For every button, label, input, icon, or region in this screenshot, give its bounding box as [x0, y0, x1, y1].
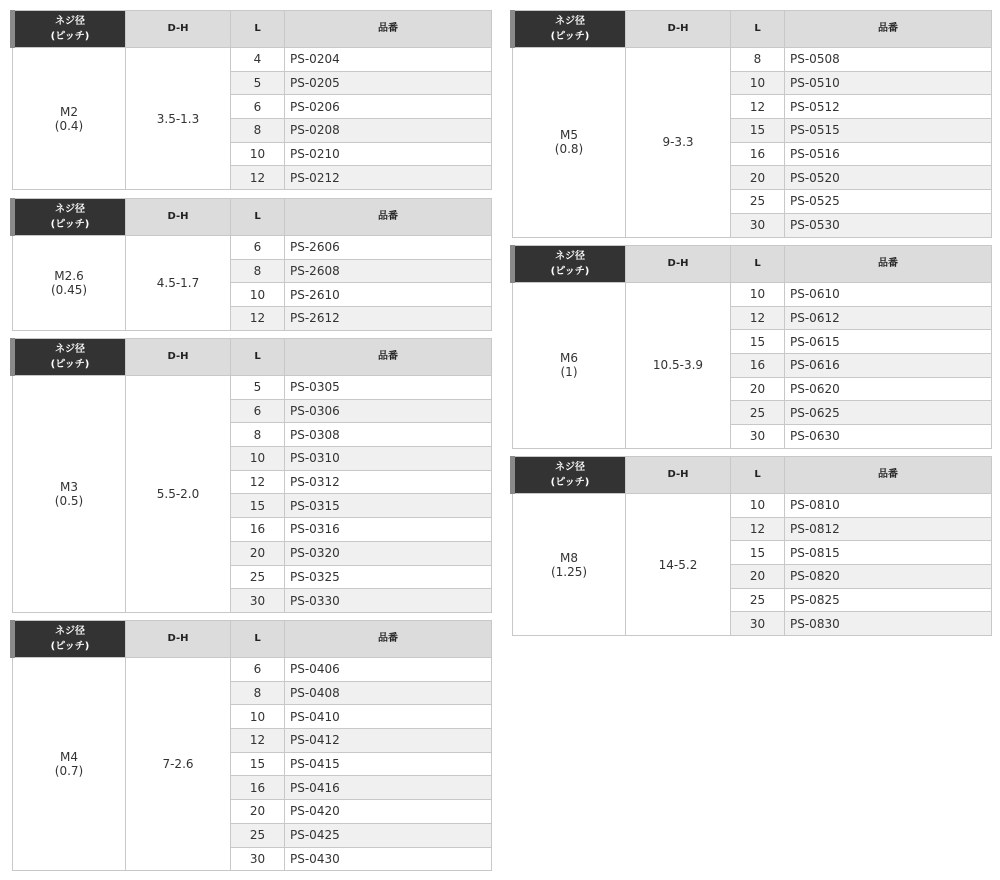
table-header-row	[13, 199, 492, 236]
header-thread-size-label: ネジ径	[55, 344, 85, 355]
length-value: 8	[231, 259, 285, 283]
length-value: 5	[231, 71, 285, 95]
part-number: PS-0425	[285, 823, 492, 847]
part-number: PS-0320	[285, 541, 492, 565]
length-value: 25	[731, 588, 785, 612]
header-dh: D-H	[626, 11, 731, 48]
part-number: PS-0208	[285, 119, 492, 143]
part-number: PS-0520	[785, 166, 992, 190]
spec-table-m3	[10, 338, 492, 613]
table-header-row	[13, 11, 492, 48]
length-value: 10	[231, 142, 285, 166]
length-value: 16	[231, 776, 285, 800]
thread-pitch: (0.8)	[554, 142, 584, 157]
table-row	[13, 376, 492, 400]
part-number: PS-0830	[785, 612, 992, 636]
length-value: 30	[731, 612, 785, 636]
part-number: PS-0306	[285, 399, 492, 423]
header-thread-size	[513, 246, 626, 283]
length-value: 6	[231, 399, 285, 423]
part-number: PS-0316	[285, 518, 492, 542]
part-number: PS-0205	[285, 71, 492, 95]
length-value: 8	[731, 48, 785, 72]
length-value: 25	[231, 565, 285, 589]
length-value: 8	[231, 423, 285, 447]
part-number: PS-0516	[785, 142, 992, 166]
length-value: 30	[731, 425, 785, 449]
part-number: PS-2610	[285, 283, 492, 307]
length-value: 30	[231, 847, 285, 871]
length-value: 12	[231, 470, 285, 494]
length-value: 15	[231, 752, 285, 776]
length-value: 8	[231, 119, 285, 143]
spec-table-m5	[510, 10, 992, 238]
length-value: 12	[731, 95, 785, 119]
thread-size: M3	[60, 479, 78, 494]
thread-size-cell	[13, 48, 126, 190]
part-number: PS-0820	[785, 565, 992, 589]
header-dh: D-H	[126, 11, 231, 48]
thread-size: M8	[560, 550, 578, 565]
thread-size: M5	[560, 128, 578, 143]
length-value: 12	[231, 166, 285, 190]
part-number: PS-0315	[285, 494, 492, 518]
header-part-number: 品番	[285, 199, 492, 236]
length-value: 16	[231, 518, 285, 542]
header-pitch-label: (ピッチ)	[550, 477, 590, 488]
part-number: PS-0510	[785, 71, 992, 95]
header-thread-size	[13, 199, 126, 236]
length-value: 10	[731, 283, 785, 307]
thread-pitch: (1)	[560, 365, 578, 380]
thread-size: M2	[60, 104, 78, 119]
header-length: L	[731, 246, 785, 283]
header-pitch-label: (ピッチ)	[550, 266, 590, 277]
length-value: 12	[731, 517, 785, 541]
header-dh: D-H	[126, 199, 231, 236]
part-number: PS-0420	[285, 800, 492, 824]
thread-size-cell	[513, 283, 626, 449]
part-number: PS-0410	[285, 705, 492, 729]
part-number: PS-0515	[785, 119, 992, 143]
part-number: PS-0625	[785, 401, 992, 425]
length-value: 5	[231, 376, 285, 400]
table-row	[513, 48, 992, 72]
header-length: L	[731, 457, 785, 494]
length-value: 20	[231, 800, 285, 824]
header-dh: D-H	[626, 246, 731, 283]
length-value: 4	[231, 48, 285, 72]
header-thread-size-label: ネジ径	[55, 204, 85, 215]
part-number: PS-0812	[785, 517, 992, 541]
part-number: PS-0615	[785, 330, 992, 354]
length-value: 30	[231, 589, 285, 613]
part-number: PS-0206	[285, 95, 492, 119]
dh-value: 14-5.2	[626, 494, 731, 636]
thread-pitch: (0.7)	[54, 764, 84, 779]
part-number: PS-0610	[785, 283, 992, 307]
part-number: PS-0310	[285, 447, 492, 471]
thread-size: M2.6	[54, 268, 84, 283]
header-thread-size	[13, 339, 126, 376]
spec-table-m8	[510, 456, 992, 636]
table-row	[13, 236, 492, 260]
header-pitch-label: (ピッチ)	[50, 359, 90, 370]
header-thread-size-label: ネジ径	[555, 251, 585, 262]
length-value: 25	[731, 190, 785, 214]
length-value: 12	[731, 306, 785, 330]
part-number: PS-0810	[785, 494, 992, 518]
header-length: L	[231, 199, 285, 236]
dh-value: 5.5-2.0	[126, 376, 231, 613]
table-header-row	[513, 457, 992, 494]
header-length: L	[731, 11, 785, 48]
part-number: PS-0325	[285, 565, 492, 589]
dh-value: 7-2.6	[126, 658, 231, 871]
part-number: PS-0416	[285, 776, 492, 800]
table-header-row	[13, 339, 492, 376]
part-number: PS-0312	[285, 470, 492, 494]
length-value: 16	[731, 354, 785, 378]
table-row	[513, 494, 992, 518]
length-value: 12	[231, 307, 285, 331]
header-thread-size-label: ネジ径	[555, 16, 585, 27]
length-value: 6	[231, 658, 285, 682]
length-value: 15	[731, 330, 785, 354]
table-row	[513, 283, 992, 307]
length-value: 12	[231, 729, 285, 753]
thread-size-cell	[513, 494, 626, 636]
dh-value: 9-3.3	[626, 48, 731, 238]
length-value: 8	[231, 681, 285, 705]
length-value: 20	[731, 377, 785, 401]
table-header-row	[13, 621, 492, 658]
header-thread-size	[513, 11, 626, 48]
length-value: 20	[731, 565, 785, 589]
part-number: PS-0630	[785, 425, 992, 449]
part-number: PS-0620	[785, 377, 992, 401]
header-part-number: 品番	[285, 621, 492, 658]
header-dh: D-H	[126, 621, 231, 658]
length-value: 15	[231, 494, 285, 518]
length-value: 25	[231, 823, 285, 847]
thread-pitch: (0.4)	[54, 118, 84, 133]
header-part-number: 品番	[785, 246, 992, 283]
header-thread-size	[513, 457, 626, 494]
part-number: PS-0305	[285, 376, 492, 400]
part-number: PS-0204	[285, 48, 492, 72]
dh-value: 10.5-3.9	[626, 283, 731, 449]
table-row	[13, 48, 492, 72]
table-row	[13, 658, 492, 682]
header-dh: D-H	[126, 339, 231, 376]
part-number: PS-2612	[285, 307, 492, 331]
part-number: PS-0210	[285, 142, 492, 166]
header-pitch-label: (ピッチ)	[50, 31, 90, 42]
part-number: PS-0612	[785, 306, 992, 330]
thread-size: M6	[560, 351, 578, 366]
length-value: 10	[231, 705, 285, 729]
header-part-number: 品番	[285, 339, 492, 376]
part-number: PS-0512	[785, 95, 992, 119]
part-number: PS-0415	[285, 752, 492, 776]
part-number: PS-0408	[285, 681, 492, 705]
thread-pitch: (0.45)	[50, 282, 88, 297]
thread-size: M4	[60, 750, 78, 765]
header-length: L	[231, 11, 285, 48]
length-value: 16	[731, 142, 785, 166]
part-number: PS-0530	[785, 213, 992, 237]
header-thread-size	[13, 11, 126, 48]
length-value: 20	[731, 166, 785, 190]
part-number: PS-2606	[285, 236, 492, 260]
length-value: 10	[731, 494, 785, 518]
length-value: 6	[231, 95, 285, 119]
length-value: 30	[731, 213, 785, 237]
header-part-number: 品番	[785, 11, 992, 48]
header-thread-size	[13, 621, 126, 658]
spec-table-m2-6	[10, 198, 492, 331]
length-value: 6	[231, 236, 285, 260]
length-value: 15	[731, 541, 785, 565]
dh-value: 4.5-1.7	[126, 236, 231, 331]
header-thread-size-label: ネジ径	[55, 16, 85, 27]
length-value: 20	[231, 541, 285, 565]
thread-pitch: (0.5)	[54, 493, 84, 508]
header-part-number: 品番	[285, 11, 492, 48]
header-thread-size-label: ネジ径	[55, 626, 85, 637]
thread-size-cell	[13, 658, 126, 871]
length-value: 10	[231, 283, 285, 307]
thread-size-cell	[13, 376, 126, 613]
part-number: PS-2608	[285, 259, 492, 283]
header-pitch-label: (ピッチ)	[550, 31, 590, 42]
header-pitch-label: (ピッチ)	[50, 219, 90, 230]
length-value: 10	[731, 71, 785, 95]
header-dh: D-H	[626, 457, 731, 494]
table-header-row	[513, 11, 992, 48]
part-number: PS-0412	[285, 729, 492, 753]
header-length: L	[231, 621, 285, 658]
spec-table-m4	[10, 620, 492, 871]
dh-value: 3.5-1.3	[126, 48, 231, 190]
part-number: PS-0406	[285, 658, 492, 682]
part-number: PS-0616	[785, 354, 992, 378]
table-header-row	[513, 246, 992, 283]
thread-pitch: (1.25)	[550, 564, 588, 579]
length-value: 15	[731, 119, 785, 143]
part-number: PS-0508	[785, 48, 992, 72]
thread-size-cell	[513, 48, 626, 238]
header-pitch-label: (ピッチ)	[50, 641, 90, 652]
header-length: L	[231, 339, 285, 376]
header-thread-size-label: ネジ径	[555, 462, 585, 473]
part-number: PS-0430	[285, 847, 492, 871]
part-number: PS-0525	[785, 190, 992, 214]
part-number: PS-0212	[285, 166, 492, 190]
spec-table-m2	[10, 10, 492, 190]
spec-table-m6	[510, 245, 992, 449]
length-value: 25	[731, 401, 785, 425]
part-number: PS-0330	[285, 589, 492, 613]
part-number: PS-0308	[285, 423, 492, 447]
thread-size-cell	[13, 236, 126, 331]
part-number: PS-0825	[785, 588, 992, 612]
header-part-number: 品番	[785, 457, 992, 494]
length-value: 10	[231, 447, 285, 471]
part-number: PS-0815	[785, 541, 992, 565]
